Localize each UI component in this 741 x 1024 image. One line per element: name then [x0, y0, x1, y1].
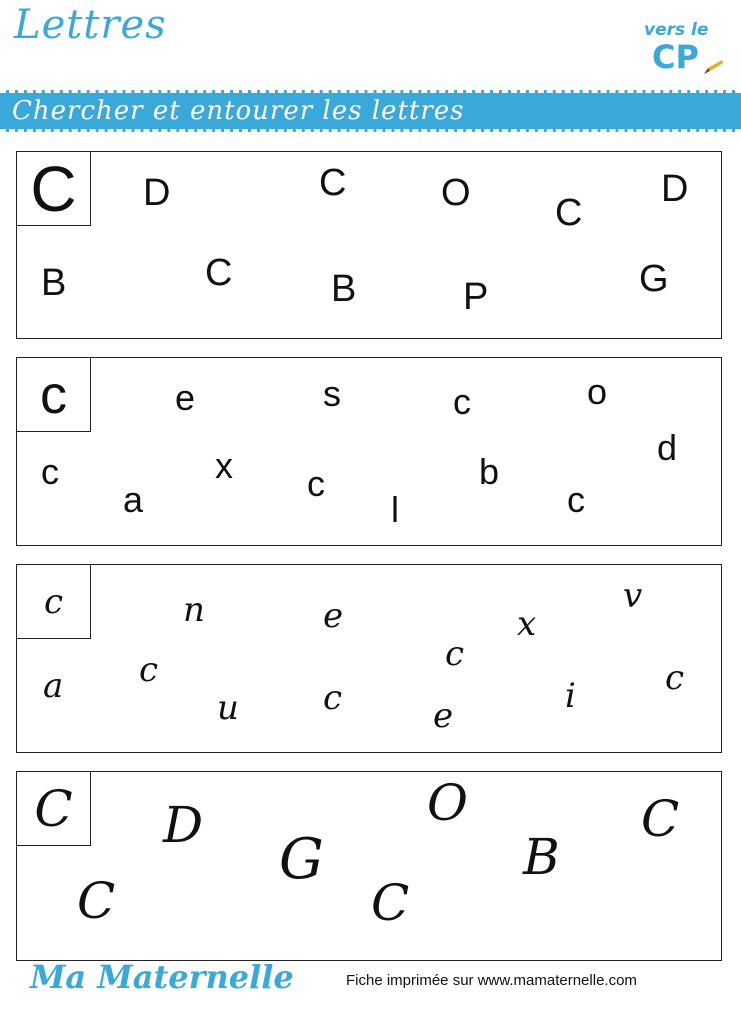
- letter-item[interactable]: o: [587, 371, 608, 412]
- letter-item[interactable]: n: [183, 590, 205, 630]
- letter-item[interactable]: b: [479, 451, 500, 492]
- letter-item[interactable]: c: [139, 650, 159, 690]
- letter-item[interactable]: e: [433, 696, 454, 736]
- model-letter: C: [30, 152, 77, 225]
- model-letter-box: [17, 565, 91, 639]
- model-letter: c: [43, 581, 64, 622]
- page-title: Lettres: [14, 2, 167, 48]
- brand-logo-text: Ma Maternelle: [30, 958, 294, 996]
- letter-item[interactable]: G: [279, 827, 324, 892]
- letter-item[interactable]: P: [463, 276, 489, 318]
- letter-item[interactable]: u: [217, 688, 239, 728]
- letter-item[interactable]: B: [41, 262, 67, 304]
- letter-item[interactable]: B: [331, 268, 357, 310]
- letter-item[interactable]: O: [441, 172, 471, 214]
- letter-item[interactable]: c: [445, 634, 465, 674]
- letter-item[interactable]: D: [143, 172, 171, 214]
- letter-item[interactable]: c: [323, 678, 343, 718]
- logo-text-top: vers le: [644, 20, 709, 40]
- model-letter-box: [17, 772, 91, 846]
- instruction-banner: [0, 90, 741, 132]
- model-letter-box: [17, 358, 91, 432]
- letter-item[interactable]: C: [319, 162, 347, 204]
- letter-item[interactable]: e: [175, 377, 196, 418]
- letter-item[interactable]: D: [163, 796, 204, 854]
- letter-item[interactable]: s: [323, 373, 341, 414]
- exercise-box-lowercase-cursive: [16, 564, 722, 753]
- model-letter: C: [34, 779, 73, 838]
- letter-item[interactable]: C: [205, 252, 233, 294]
- letter-item[interactable]: l: [391, 489, 399, 530]
- letter-item[interactable]: d: [657, 427, 678, 468]
- letter-item[interactable]: x: [215, 445, 233, 486]
- letter-item[interactable]: B: [523, 828, 560, 886]
- model-letter-box: [17, 152, 91, 226]
- instruction-text: Chercher et entourer les lettres: [12, 96, 465, 126]
- model-letter: c: [40, 364, 67, 425]
- vers-le-cp-logo: [638, 12, 734, 82]
- letter-item[interactable]: c: [41, 451, 59, 492]
- letter-item[interactable]: i: [565, 676, 576, 716]
- letter-item[interactable]: v: [623, 576, 643, 616]
- footer-note: Fiche imprimée sur www.mamaternelle.com: [346, 972, 637, 989]
- exercise-box-uppercase-print: [16, 151, 722, 339]
- letter-item[interactable]: C: [77, 872, 116, 930]
- logo-text-cp: CP: [652, 38, 699, 76]
- letter-item[interactable]: c: [453, 381, 471, 422]
- pencil-icon: [702, 58, 724, 76]
- letter-item[interactable]: a: [43, 666, 64, 706]
- letter-item[interactable]: x: [517, 604, 537, 644]
- letter-item[interactable]: a: [123, 479, 144, 520]
- letter-item[interactable]: e: [323, 596, 344, 636]
- letter-item[interactable]: c: [567, 479, 585, 520]
- letter-item[interactable]: G: [639, 258, 669, 300]
- exercise-box-lowercase-print: [16, 357, 722, 546]
- letter-item[interactable]: D: [661, 168, 689, 210]
- letter-item[interactable]: c: [307, 463, 325, 504]
- letter-item[interactable]: C: [641, 790, 680, 848]
- exercise-box-uppercase-cursive: [16, 771, 722, 961]
- letter-item[interactable]: C: [371, 874, 410, 932]
- letter-item[interactable]: C: [555, 192, 583, 234]
- letter-item[interactable]: O: [427, 774, 468, 832]
- letter-item[interactable]: c: [665, 658, 685, 698]
